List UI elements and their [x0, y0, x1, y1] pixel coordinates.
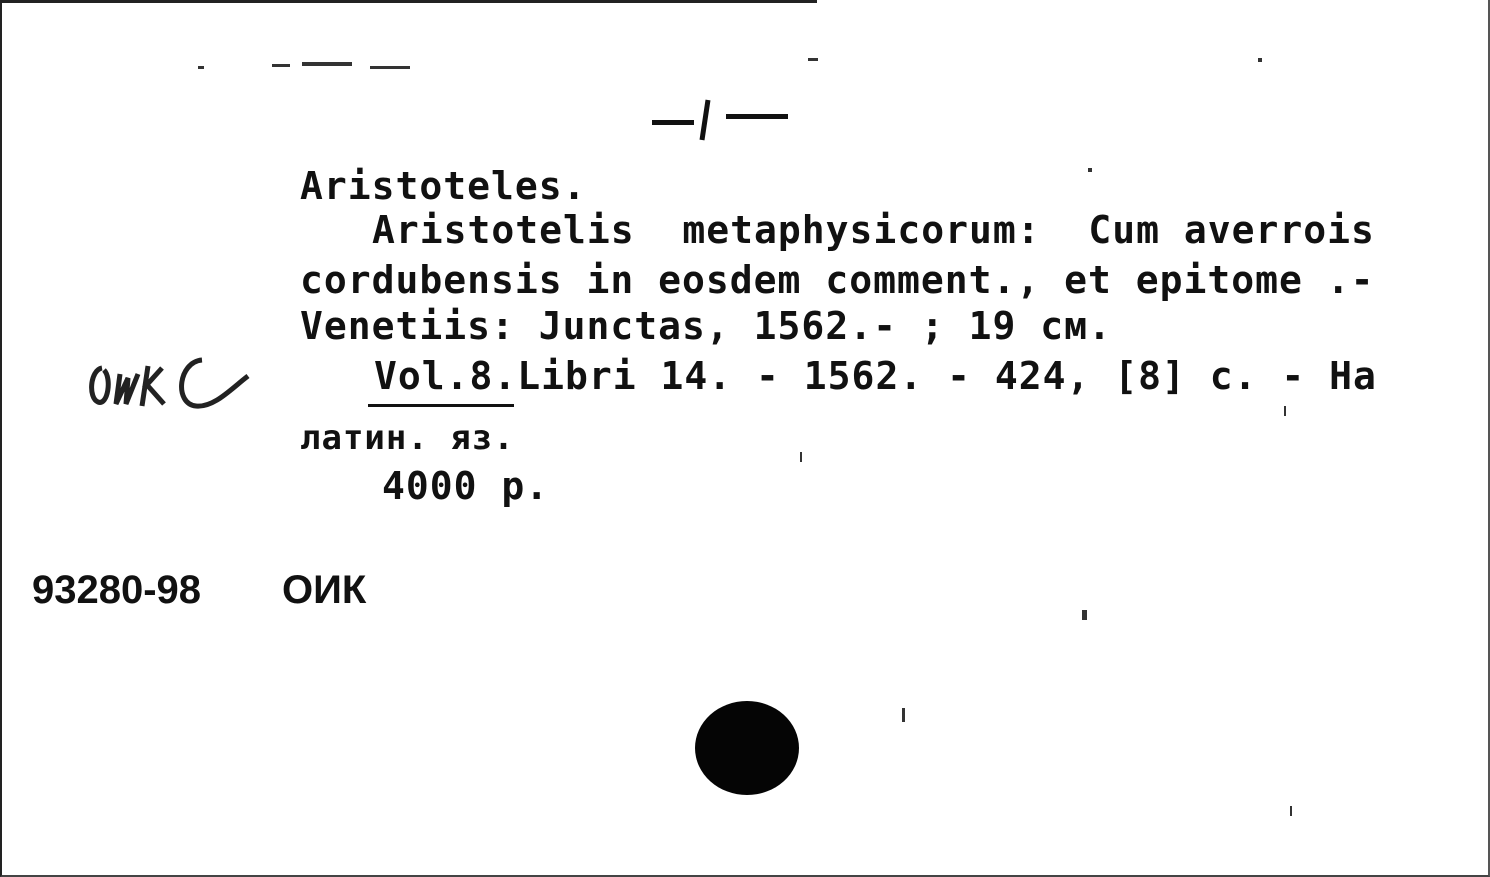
volume-underline	[368, 404, 514, 407]
scan-speck	[1258, 58, 1262, 62]
card-number: 93280-98	[32, 568, 202, 612]
scan-speck	[302, 62, 352, 66]
scan-speck	[1082, 610, 1087, 620]
volume-line	[374, 354, 1377, 398]
scan-speck	[800, 452, 802, 462]
price: 4000 р.	[382, 464, 550, 508]
scan-speck	[1290, 806, 1292, 816]
sequence-mark	[650, 92, 790, 144]
language-note: латин. яз.	[300, 418, 515, 458]
scan-speck	[272, 64, 290, 67]
author-heading: Aristoteles.	[300, 164, 587, 208]
title-line: cordubensis in eosdem comment., et epitome .-	[300, 258, 1375, 302]
volume-label: Vol.8	[374, 354, 494, 398]
handwritten-annotation	[82, 348, 252, 418]
department-code: ОИК	[282, 568, 367, 612]
scan-speck	[808, 58, 818, 61]
imprint-line: Venetiis: Junctas, 1562.- ; 19 см.	[300, 304, 1112, 348]
scan-speck	[1284, 406, 1286, 416]
punch-hole	[692, 698, 802, 798]
scan-speck	[1088, 168, 1092, 172]
scan-speck	[370, 66, 410, 69]
scan-speck	[902, 708, 905, 722]
title-line: Aristotelis metaphysicorum: Cum averrois	[372, 208, 1375, 252]
scan-speck	[198, 66, 204, 69]
volume-details: .Libri 14. - 1562. - 424, [8] с. - На	[493, 354, 1377, 398]
card-top-edge	[2, 0, 817, 3]
